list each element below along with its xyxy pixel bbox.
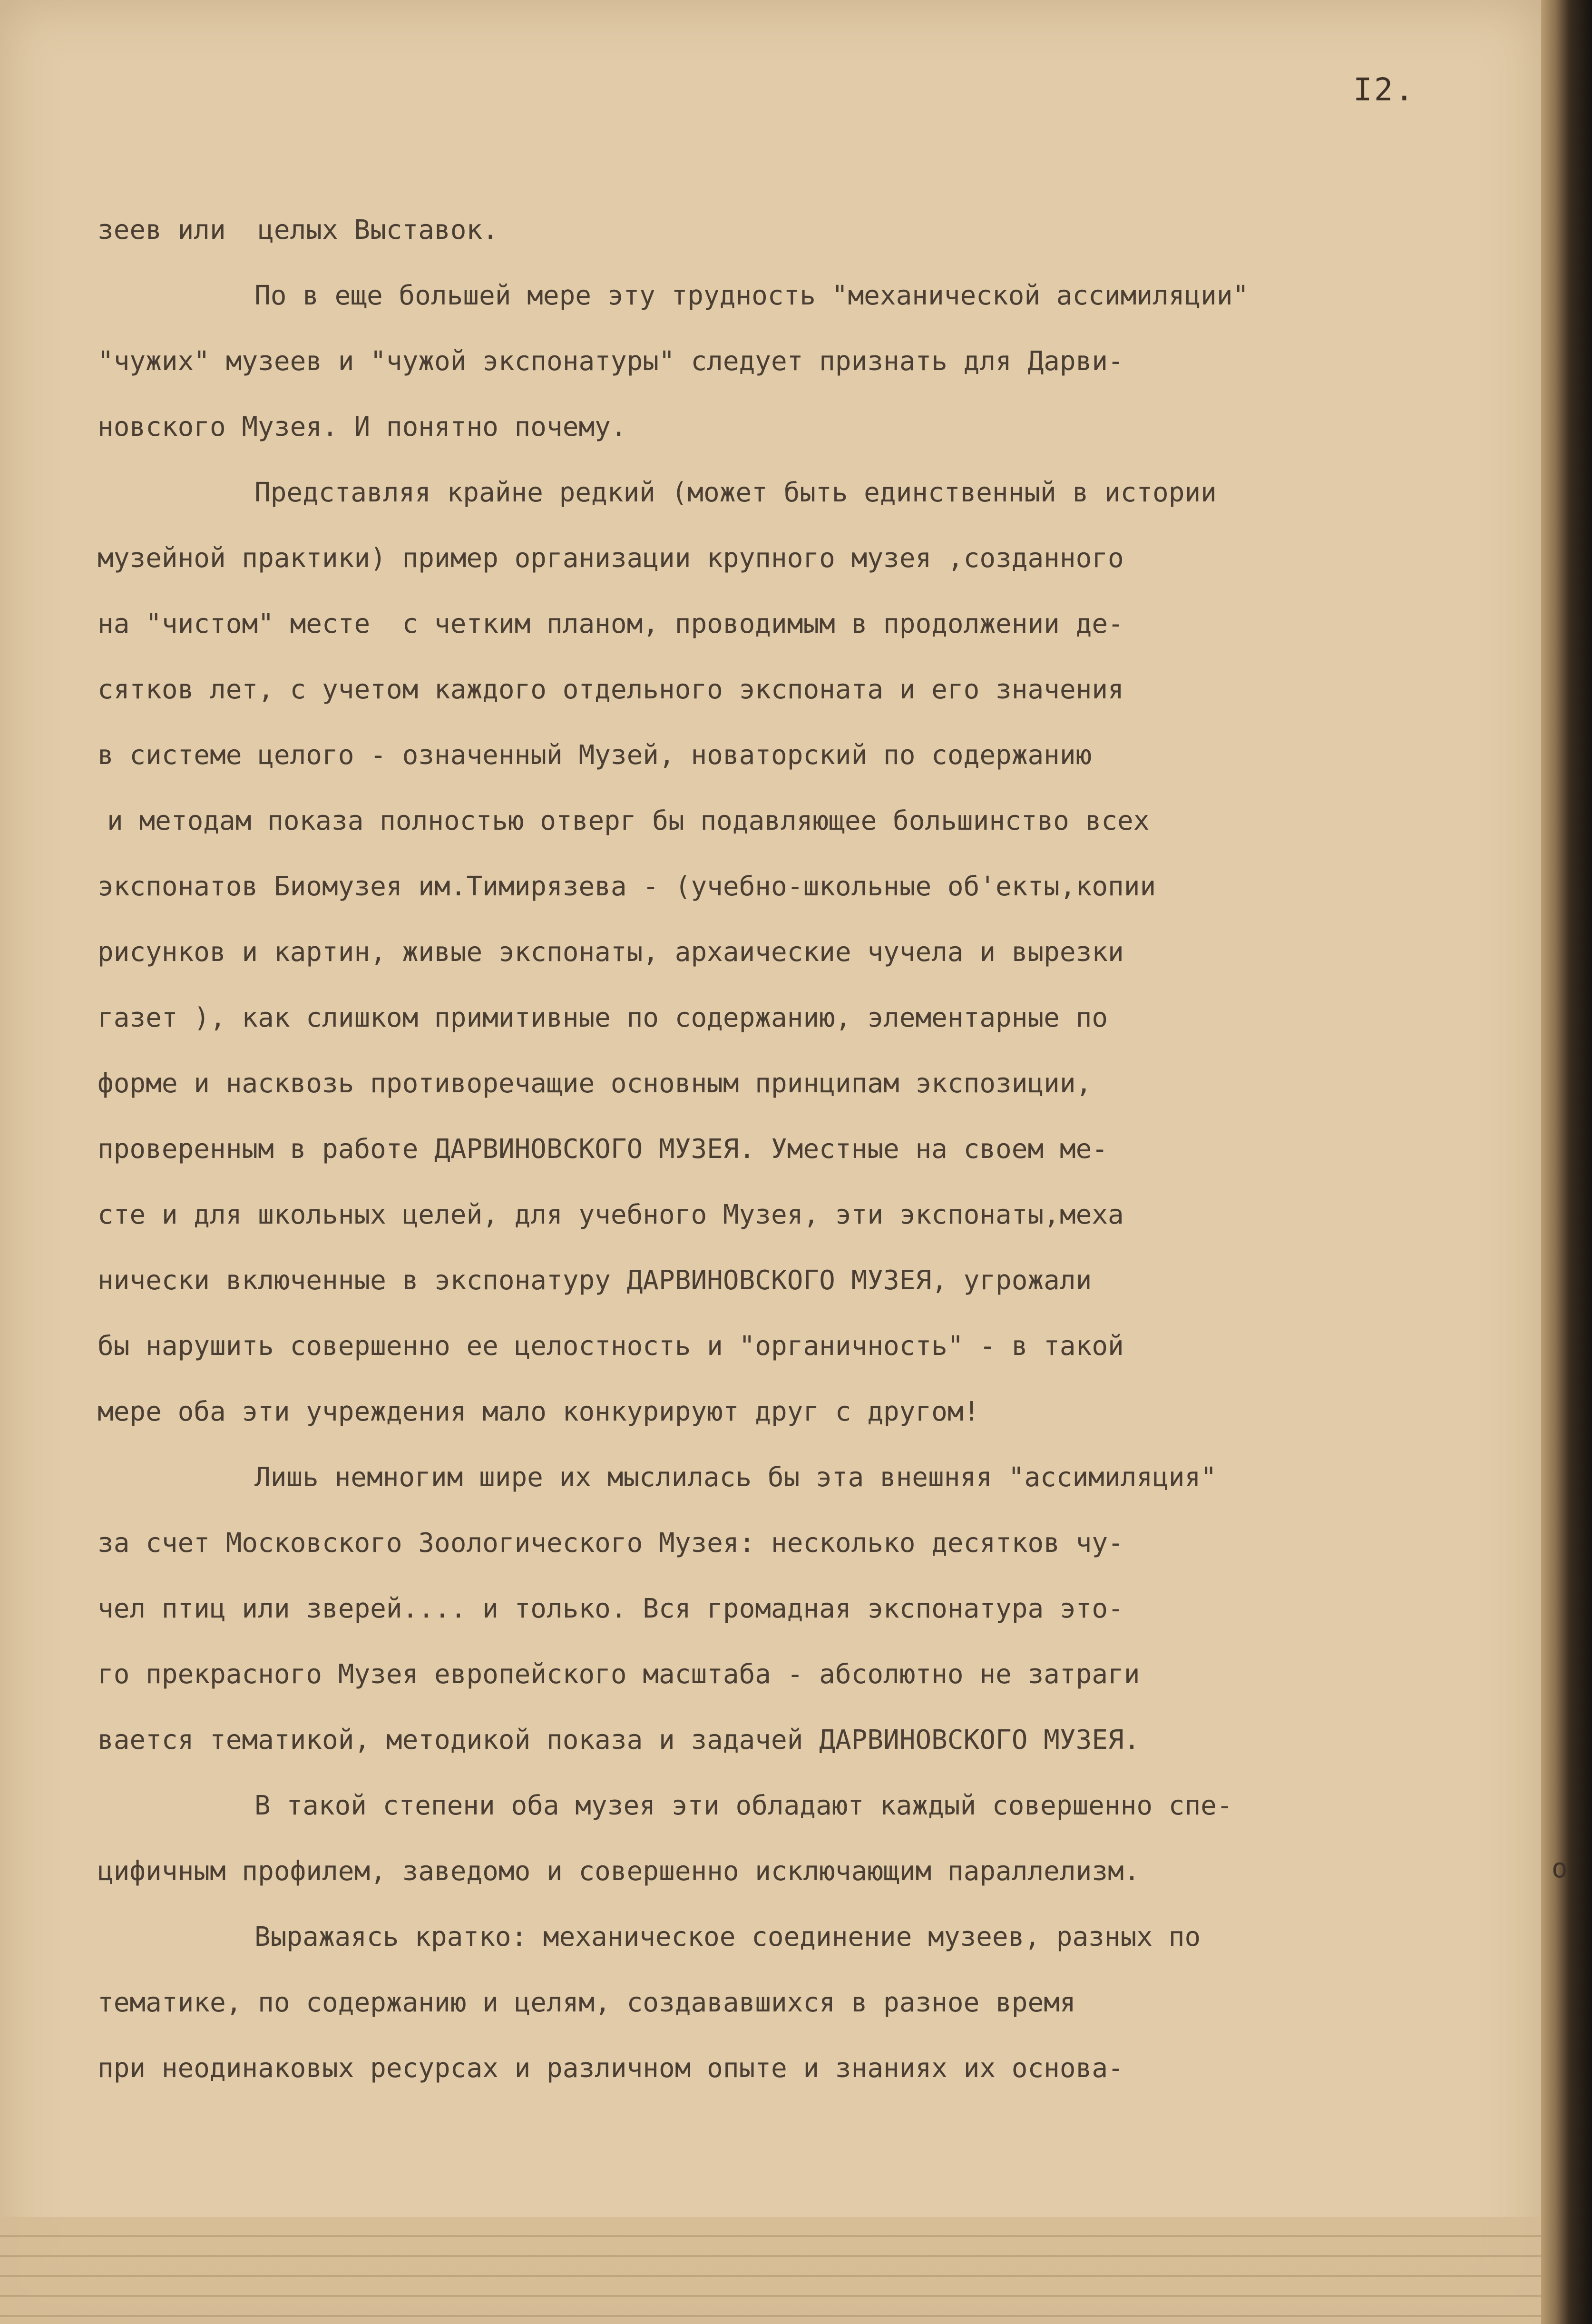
text-line: при неодинаковых ресурсах и различном опыте и знаниях их основа- <box>98 2053 1124 2084</box>
text-line: газет ), как слишком примитивные по содержанию, элементарные по <box>98 1002 1108 1033</box>
text-line: в системе целого - означенный Музей, новаторский по содержанию <box>98 740 1092 771</box>
text-line: форме и насквозь противоречащие основным принципам экспозиции, <box>98 1068 1092 1099</box>
underlying-sheets <box>0 2217 1541 2324</box>
text-line: вается тематикой, методикой показа и задачей ДАРВИНОВСКОГО МУЗЕЯ. <box>98 1725 1140 1755</box>
text-line: экспонатов Биомузея им.Тимирязева - (учебно-школьные об'екты,копии <box>98 871 1156 902</box>
text-line: тематике, по содержанию и целям, создававшихся в разное время <box>98 1987 1076 2018</box>
text-line: бы нарушить совершенно ее целостность и "органичность" - в такой <box>98 1331 1124 1362</box>
text-line: нически включенные в экспонатуру ДАРВИНОВСКОГО МУЗЕЯ, угрожали <box>98 1265 1092 1296</box>
text-line: на "чистом" месте с четким планом, проводимым в продолжении де- <box>98 608 1124 639</box>
text-line: По в еще большей мере эту трудность "механической ассимиляции" <box>254 280 1249 311</box>
text-line: Выражаясь кратко: механическое соединение музеев, разных по <box>254 1922 1201 1952</box>
text-line: Лишь немногим шире их мыслилась бы эта внешняя "ассимиляция" <box>254 1462 1217 1493</box>
text-line: сятков лет, с учетом каждого отдельного экспоната и его значения <box>98 674 1124 705</box>
text-line: мере оба эти учреждения мало конкурируют друг с другом! <box>98 1396 980 1427</box>
text-line: проверенным в работе ДАРВИНОВСКОГО МУЗЕЯ. Уместные на своем ме- <box>98 1134 1108 1165</box>
text-line: цифичным профилем, заведомо и совершенно исключающим параллелизм. <box>98 1856 1140 1887</box>
typewritten-text <box>98 197 1520 2101</box>
text-line: и методам показа полностью отверг бы подавляющее большинство всех <box>107 805 1150 836</box>
text-line: рисунков и картин, живые экспонаты, архаические чучела и вырезки <box>98 937 1124 968</box>
margin-mark: о <box>1552 1853 1568 1884</box>
text-line: зеев или целых Выставок. <box>98 215 498 245</box>
text-line: чел птиц или зверей.... и только. Вся громадная экспонатура это- <box>98 1593 1124 1624</box>
text-line: музейной практики) пример организации крупного музея ,созданного <box>98 543 1124 574</box>
text-line: го прекрасного Музея европейского масштаба - абсолютно не затраги <box>98 1659 1140 1690</box>
text-line: новского Музея. И понятно почему. <box>98 412 627 442</box>
page-edge-shadow <box>1541 0 1592 2324</box>
text-line: Представляя крайне редкий (может быть единственный в истории <box>254 477 1217 508</box>
text-line: сте и для школьных целей, для учебного Музея, эти экспонаты,меха <box>98 1199 1124 1230</box>
page-number: I2. <box>1353 71 1416 108</box>
text-line: "чужих" музеев и "чужой экспонатуры" следует признать для Дарви- <box>98 346 1124 377</box>
text-line: В такой степени оба музея эти обладают каждый совершенно спе- <box>254 1790 1233 1821</box>
text-line: за счет Московского Зоологического Музея: несколько десятков чу- <box>98 1528 1124 1559</box>
